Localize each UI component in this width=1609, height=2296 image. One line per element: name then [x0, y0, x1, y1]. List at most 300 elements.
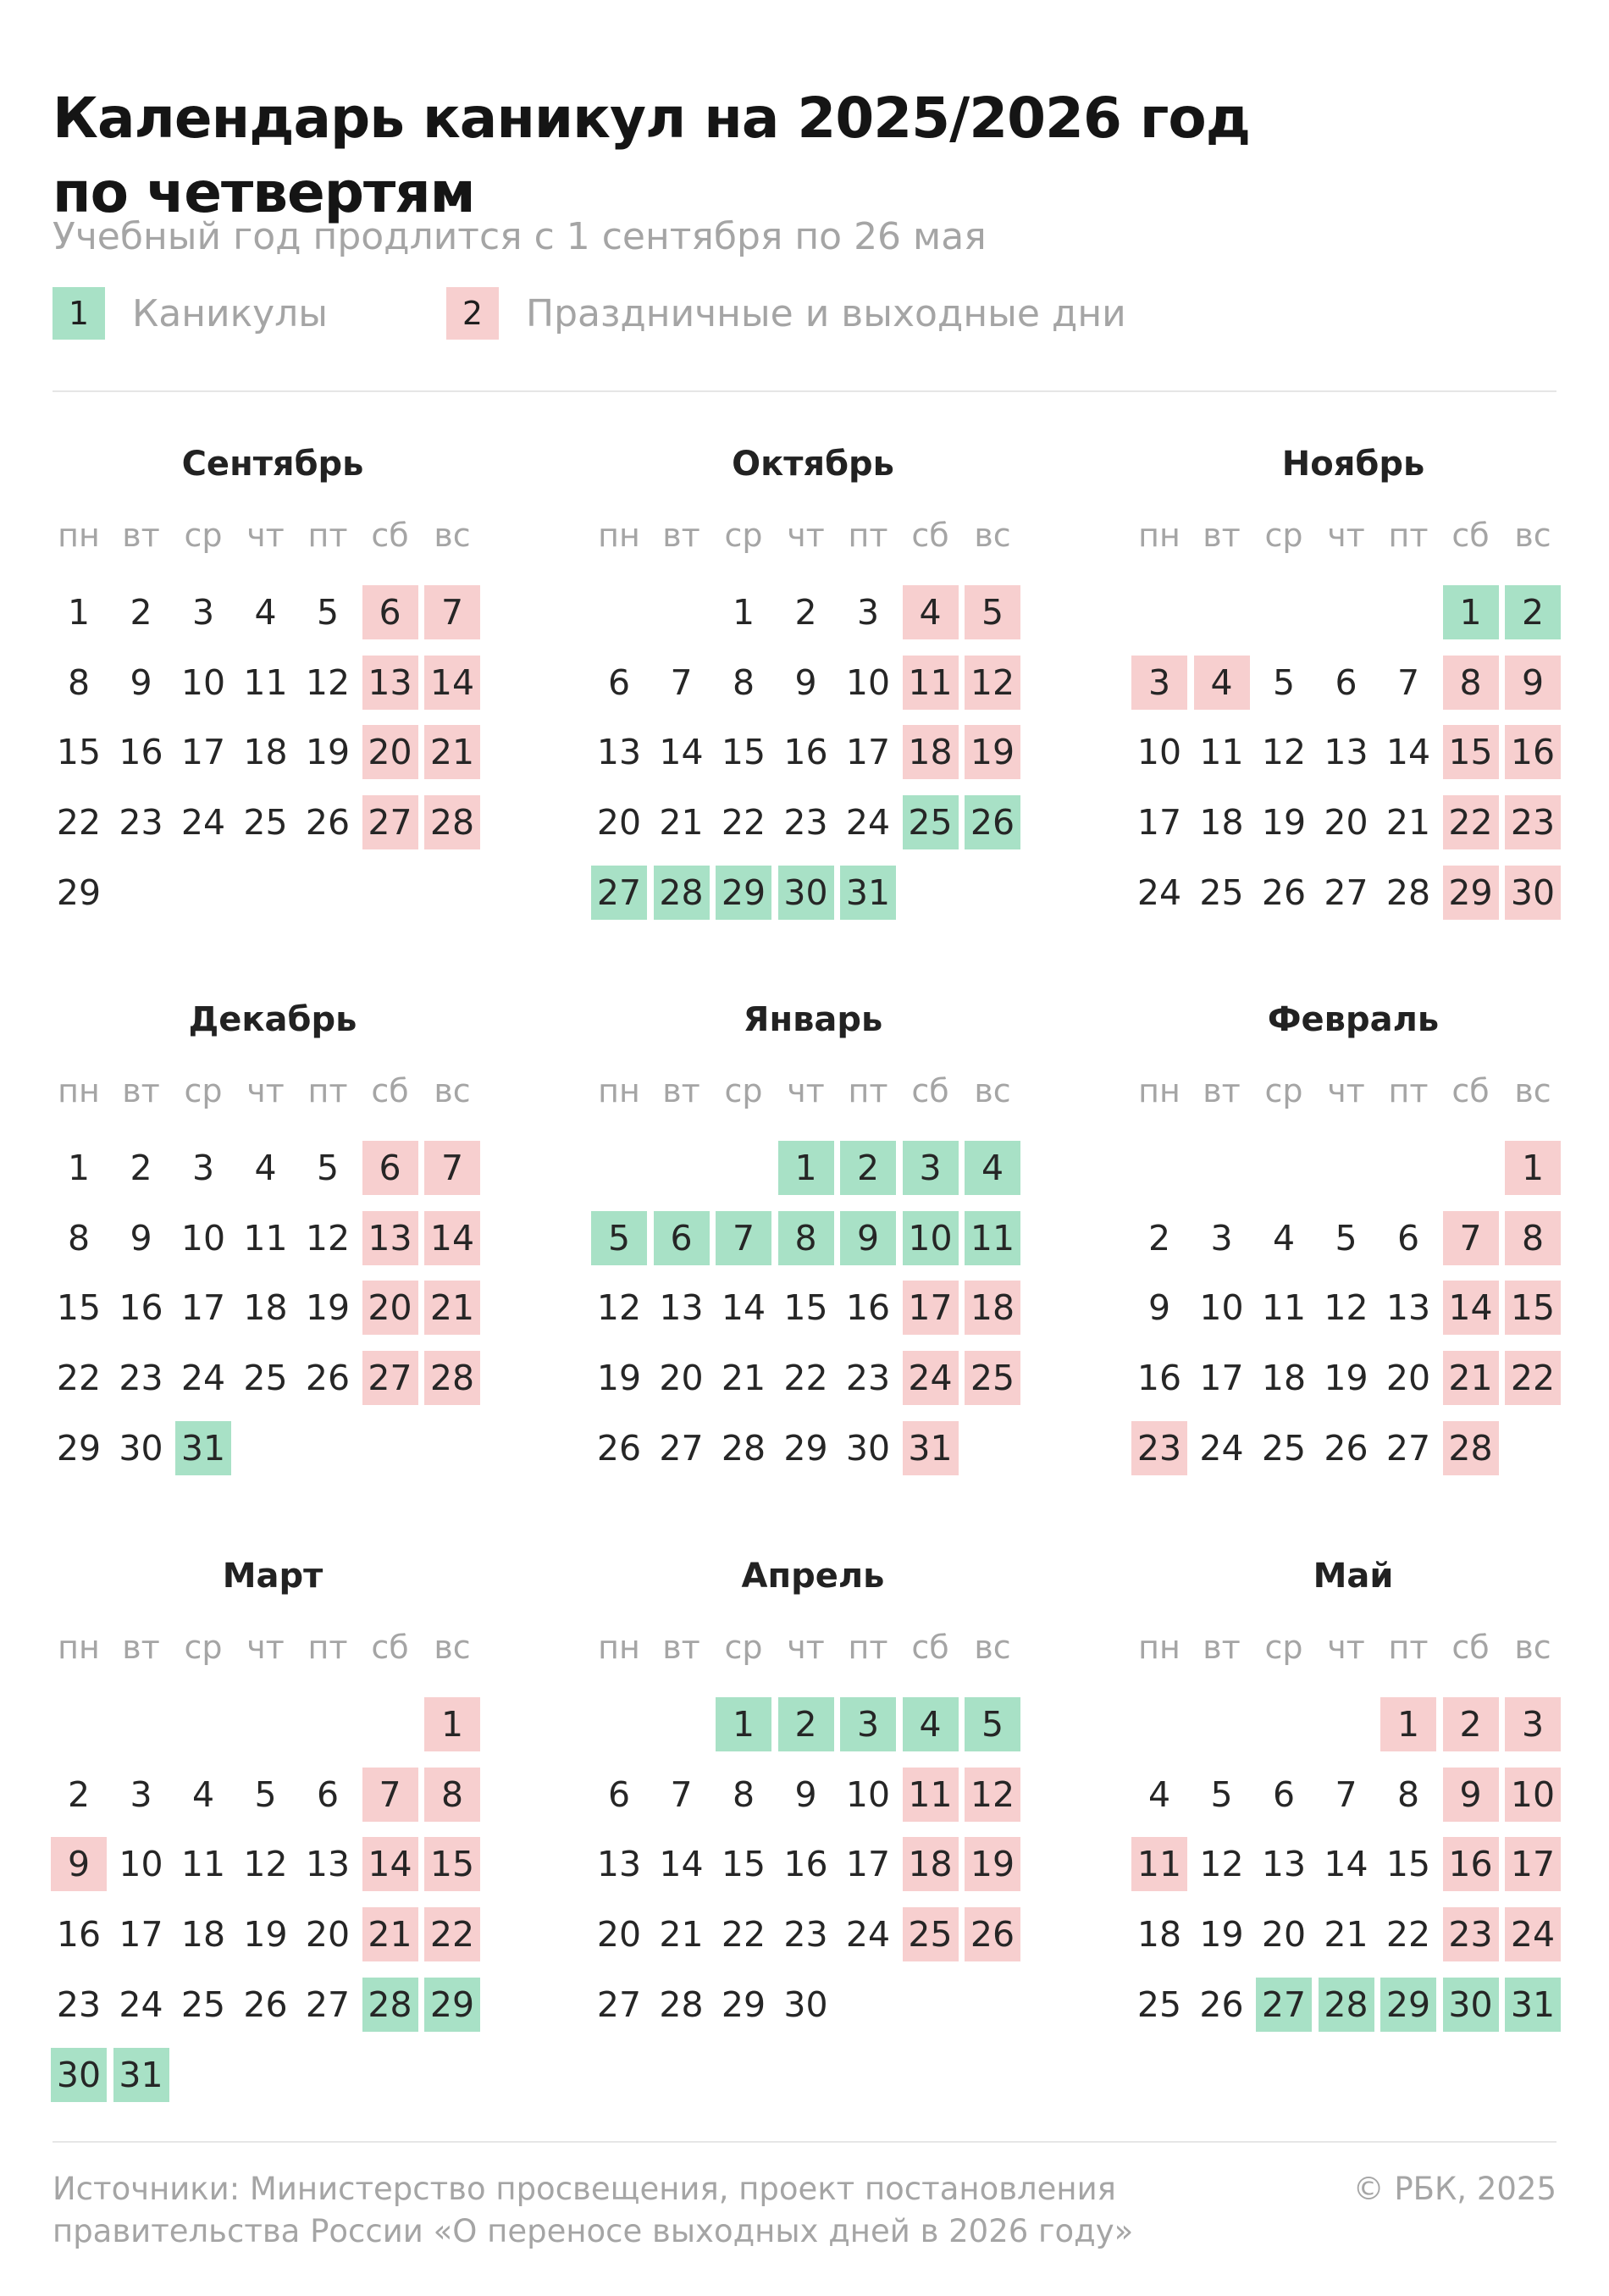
day: 20 — [1261, 1914, 1307, 1956]
day: 21 — [721, 1358, 766, 1399]
day: 1 — [67, 592, 91, 633]
day-holiday: 26 — [965, 1907, 1020, 1961]
day-vacation: 2 — [840, 1141, 896, 1195]
day: 27 — [596, 1983, 642, 2025]
day: 26 — [1324, 1427, 1368, 1469]
day: 26 — [1199, 1983, 1244, 2025]
weekday-label: сб — [911, 517, 949, 554]
month-name: Октябрь — [732, 445, 894, 484]
day-holiday: 22 — [1443, 795, 1499, 849]
day-holiday: 19 — [965, 725, 1020, 779]
weekday-label: пн — [1138, 1072, 1180, 1109]
weekday-label: пт — [1388, 1072, 1429, 1109]
day-vacation: 30 — [778, 866, 834, 920]
day-holiday: 1 — [1380, 1697, 1436, 1751]
day-vacation: 11 — [965, 1211, 1020, 1265]
day: 26 — [596, 1427, 642, 1469]
day: 13 — [596, 1844, 642, 1885]
day-holiday: 4 — [1194, 656, 1250, 710]
day: 2 — [130, 592, 152, 633]
day-holiday: 9 — [1443, 1768, 1499, 1822]
day: 7 — [670, 1773, 693, 1815]
legend-vacation — [53, 286, 328, 340]
day-vacation: 30 — [1443, 1978, 1499, 2032]
day: 2 — [67, 1773, 91, 1815]
day-holiday: 8 — [1505, 1211, 1561, 1265]
day-holiday: 15 — [424, 1837, 480, 1891]
day-holiday: 3 — [1505, 1697, 1561, 1751]
day: 6 — [607, 661, 631, 703]
day: 21 — [659, 1914, 704, 1956]
day: 11 — [243, 1217, 288, 1259]
day-vacation: 10 — [903, 1211, 959, 1265]
day-holiday: 28 — [424, 1351, 480, 1405]
month-name: Декабрь — [188, 1000, 357, 1039]
day: 4 — [1147, 1773, 1171, 1815]
day-holiday: 21 — [424, 1281, 480, 1335]
day-holiday: 28 — [1443, 1421, 1499, 1475]
day-holiday: 23 — [1443, 1907, 1499, 1961]
day: 18 — [1136, 1914, 1182, 1956]
day: 24 — [845, 802, 891, 844]
weekday-label: сб — [911, 1629, 949, 1666]
day: 14 — [1385, 732, 1431, 773]
day: 23 — [845, 1358, 891, 1399]
day-holiday: 15 — [1505, 1281, 1561, 1335]
weekday-label: вс — [434, 1072, 471, 1109]
day-holiday: 17 — [1505, 1837, 1561, 1891]
day-holiday: 11 — [1131, 1837, 1187, 1891]
day: 1 — [67, 1148, 91, 1188]
day: 28 — [659, 1983, 704, 2025]
weekday-label: чт — [1327, 1629, 1365, 1666]
day-vacation: 5 — [965, 1697, 1020, 1751]
day: 19 — [305, 732, 351, 773]
day-vacation: 27 — [591, 866, 647, 920]
day: 20 — [596, 1914, 642, 1956]
day: 27 — [1324, 871, 1368, 913]
day: 18 — [243, 732, 288, 773]
weekday-label: ср — [184, 1072, 223, 1109]
weekday-label: сб — [371, 517, 409, 554]
month-name: Май — [1313, 1557, 1394, 1596]
weekday-label: чт — [1327, 1072, 1365, 1109]
day-holiday: 6 — [362, 585, 418, 639]
day-holiday: 16 — [1443, 1837, 1499, 1891]
day: 24 — [180, 1358, 226, 1399]
weekday-label: вт — [122, 517, 160, 554]
day: 27 — [305, 1983, 351, 2025]
day: 2 — [794, 592, 817, 633]
day: 8 — [732, 1773, 755, 1815]
weekday-label: чт — [1327, 517, 1365, 554]
day: 13 — [596, 732, 642, 773]
day: 8 — [732, 661, 755, 703]
weekday-label: пт — [848, 1629, 888, 1666]
weekday-label: пт — [307, 517, 348, 554]
day: 21 — [1385, 802, 1431, 844]
day: 5 — [1335, 1217, 1357, 1259]
day: 16 — [783, 732, 828, 773]
day-holiday: 6 — [362, 1141, 418, 1195]
weekday-label: вс — [434, 517, 471, 554]
weekday-label: чт — [246, 517, 285, 554]
day: 30 — [845, 1427, 891, 1469]
day: 16 — [56, 1914, 102, 1956]
day: 23 — [783, 802, 828, 844]
day-vacation: 29 — [1380, 1978, 1436, 2032]
day-holiday: 14 — [424, 656, 480, 710]
day-vacation: 3 — [903, 1141, 959, 1195]
day-holiday: 11 — [903, 656, 959, 710]
month-name: Февраль — [1267, 1000, 1440, 1039]
day: 25 — [1199, 871, 1244, 913]
weekday-label: чт — [787, 517, 825, 554]
day: 18 — [1261, 1358, 1307, 1399]
day-vacation: 4 — [903, 1697, 959, 1751]
day: 15 — [721, 732, 766, 773]
day: 28 — [1385, 871, 1431, 913]
day: 5 — [254, 1773, 277, 1815]
weekday-label: вт — [662, 517, 700, 554]
day-holiday: 7 — [424, 585, 480, 639]
day: 21 — [659, 802, 704, 844]
day: 25 — [1261, 1427, 1307, 1469]
weekday-label: пт — [848, 1072, 888, 1109]
day-holiday: 18 — [903, 725, 959, 779]
day: 8 — [67, 661, 91, 703]
weekday-label: чт — [246, 1072, 285, 1109]
day: 16 — [783, 1844, 828, 1885]
weekday-label: вс — [974, 1072, 1011, 1109]
weekday-label: ср — [1264, 1072, 1303, 1109]
day: 1 — [732, 592, 755, 633]
day-holiday: 24 — [1505, 1907, 1561, 1961]
divider-top — [53, 390, 1556, 392]
day: 20 — [305, 1914, 351, 1956]
day: 18 — [1199, 802, 1244, 844]
weekday-label: вс — [974, 1629, 1011, 1666]
day-vacation: 31 — [113, 2048, 169, 2102]
weekday-label: вт — [1203, 1072, 1241, 1109]
day-holiday: 10 — [1505, 1768, 1561, 1822]
day-holiday: 12 — [965, 656, 1020, 710]
day: 24 — [180, 802, 226, 844]
day: 18 — [180, 1914, 226, 1956]
day: 10 — [845, 661, 891, 703]
day-holiday: 9 — [51, 1837, 107, 1891]
day-vacation: 1 — [1443, 585, 1499, 639]
day-holiday: 27 — [362, 795, 418, 849]
day: 14 — [659, 1844, 704, 1885]
day-holiday: 1 — [424, 1697, 480, 1751]
day-holiday: 14 — [424, 1211, 480, 1265]
day-holiday: 14 — [362, 1837, 418, 1891]
day: 12 — [1261, 732, 1307, 773]
day: 14 — [1324, 1844, 1368, 1885]
day-holiday: 15 — [1443, 725, 1499, 779]
weekday-label: вт — [662, 1629, 700, 1666]
weekday-label: пт — [307, 1072, 348, 1109]
day-holiday: 7 — [362, 1768, 418, 1822]
day: 17 — [180, 1287, 226, 1329]
day: 7 — [1335, 1773, 1357, 1815]
day: 26 — [305, 1358, 351, 1399]
day: 10 — [845, 1773, 891, 1815]
day: 6 — [1272, 1773, 1296, 1815]
day-vacation: 26 — [965, 795, 1020, 849]
day: 11 — [1261, 1287, 1307, 1329]
day: 4 — [1272, 1217, 1296, 1259]
weekday-label: пн — [58, 1629, 100, 1666]
weekday-label: сб — [1451, 517, 1490, 554]
weekday-label: чт — [787, 1629, 825, 1666]
day: 23 — [119, 802, 163, 844]
day: 22 — [783, 1358, 828, 1399]
day-holiday: 21 — [362, 1907, 418, 1961]
day: 20 — [1324, 802, 1368, 844]
day-vacation: 28 — [1319, 1978, 1374, 2032]
day: 12 — [1199, 1844, 1244, 1885]
day-vacation: 6 — [654, 1211, 710, 1265]
day: 26 — [305, 802, 351, 844]
day: 22 — [721, 802, 766, 844]
day-holiday: 22 — [1505, 1351, 1561, 1405]
day-vacation: 4 — [965, 1141, 1020, 1195]
day-holiday: 18 — [903, 1837, 959, 1891]
day: 12 — [596, 1287, 642, 1329]
day-holiday: 13 — [362, 656, 418, 710]
weekday-label: сб — [1451, 1629, 1490, 1666]
day-vacation: 31 — [840, 866, 896, 920]
day-vacation: 1 — [716, 1697, 771, 1751]
day-holiday: 28 — [424, 795, 480, 849]
day: 20 — [659, 1358, 704, 1399]
day: 26 — [1261, 871, 1307, 913]
day-holiday: 21 — [1443, 1351, 1499, 1405]
day-holiday: 18 — [965, 1281, 1020, 1335]
day-holiday: 20 — [362, 1281, 418, 1335]
day: 9 — [1147, 1287, 1171, 1329]
day-holiday: 5 — [965, 585, 1020, 639]
subtitle: Учебный год продлится с 1 сентября по 26 мая — [53, 215, 987, 258]
month-name: Ноябрь — [1281, 445, 1425, 484]
day: 19 — [1261, 802, 1307, 844]
weekday-label: пн — [1138, 1629, 1180, 1666]
weekday-label: вс — [1514, 517, 1551, 554]
day: 9 — [130, 1217, 152, 1259]
day: 22 — [1385, 1914, 1431, 1956]
weekday-label: сб — [371, 1629, 409, 1666]
weekday-label: вт — [1203, 1629, 1241, 1666]
day: 13 — [659, 1287, 704, 1329]
day-holiday: 25 — [903, 1907, 959, 1961]
weekday-label: вс — [1514, 1072, 1551, 1109]
day: 3 — [191, 1148, 215, 1188]
day: 3 — [1210, 1217, 1233, 1259]
day: 23 — [119, 1358, 163, 1399]
day: 22 — [56, 802, 102, 844]
weekday-label: вт — [122, 1629, 160, 1666]
weekday-label: пн — [598, 1629, 640, 1666]
day-holiday: 27 — [362, 1351, 418, 1405]
day-vacation: 5 — [591, 1211, 647, 1265]
weekday-label: пт — [1388, 517, 1429, 554]
day: 6 — [316, 1773, 340, 1815]
day: 15 — [721, 1844, 766, 1885]
day: 13 — [1385, 1287, 1431, 1329]
day-holiday: 23 — [1505, 795, 1561, 849]
weekday-label: вс — [974, 517, 1011, 554]
weekday-label: пт — [307, 1629, 348, 1666]
day-vacation: 2 — [778, 1697, 834, 1751]
weekday-label: пн — [58, 1072, 100, 1109]
weekday-label: сб — [371, 1072, 409, 1109]
day: 22 — [721, 1914, 766, 1956]
day: 19 — [596, 1358, 642, 1399]
day: 22 — [56, 1358, 102, 1399]
day: 12 — [243, 1844, 288, 1885]
day: 25 — [1136, 1983, 1182, 2025]
day-holiday: 13 — [362, 1211, 418, 1265]
day: 27 — [1385, 1427, 1431, 1469]
day: 19 — [1324, 1358, 1368, 1399]
day-holiday: 25 — [965, 1351, 1020, 1405]
day: 3 — [856, 592, 880, 633]
day-holiday: 23 — [1131, 1421, 1187, 1475]
day: 12 — [305, 1217, 351, 1259]
day: 24 — [845, 1914, 891, 1956]
day-vacation: 1 — [778, 1141, 834, 1195]
weekday-label: вс — [1514, 1629, 1551, 1666]
day-vacation: 29 — [424, 1978, 480, 2032]
day: 16 — [845, 1287, 891, 1329]
day: 30 — [119, 1427, 163, 1469]
day-vacation: 3 — [840, 1697, 896, 1751]
weekday-label: пт — [1388, 1629, 1429, 1666]
day-holiday: 21 — [424, 725, 480, 779]
page-title — [53, 81, 1492, 230]
day: 17 — [1136, 802, 1182, 844]
day: 15 — [783, 1287, 828, 1329]
weekday-label: пн — [1138, 517, 1180, 554]
day-holiday: 29 — [1443, 866, 1499, 920]
day-holiday: 7 — [1443, 1211, 1499, 1265]
day: 6 — [1396, 1217, 1420, 1259]
day: 17 — [119, 1914, 163, 1956]
title-line-1: Календарь каникул на 2025/2026 год — [53, 86, 1251, 152]
day-holiday: 20 — [362, 725, 418, 779]
day: 23 — [783, 1914, 828, 1956]
weekday-label: ср — [184, 1629, 223, 1666]
day-vacation: 25 — [903, 795, 959, 849]
day-vacation: 2 — [1505, 585, 1561, 639]
day: 21 — [1324, 1914, 1368, 1956]
weekday-label: ср — [1264, 517, 1303, 554]
day: 2 — [1147, 1217, 1171, 1259]
day-holiday: 8 — [424, 1768, 480, 1822]
day: 29 — [783, 1427, 828, 1469]
day: 19 — [1199, 1914, 1244, 1956]
day-vacation: 29 — [716, 866, 771, 920]
day-holiday: 16 — [1505, 725, 1561, 779]
day: 19 — [305, 1287, 351, 1329]
day: 12 — [305, 661, 351, 703]
day-holiday: 31 — [903, 1421, 959, 1475]
day: 18 — [243, 1287, 288, 1329]
day: 5 — [316, 1148, 340, 1188]
weekday-label: пн — [598, 517, 640, 554]
weekday-label: вт — [1203, 517, 1241, 554]
footer-source-line-1: Источники: Министерство просвещения, проект постановления — [53, 2171, 1116, 2207]
day-vacation: 30 — [51, 2048, 107, 2102]
day-vacation: 9 — [840, 1211, 896, 1265]
weekday-label: сб — [1451, 1072, 1490, 1109]
day: 20 — [596, 802, 642, 844]
day: 7 — [670, 661, 693, 703]
day-holiday: 9 — [1505, 656, 1561, 710]
day: 11 — [180, 1844, 226, 1885]
weekday-label: сб — [911, 1072, 949, 1109]
weekday-label: вс — [434, 1629, 471, 1666]
day: 19 — [243, 1914, 288, 1956]
day-holiday: 19 — [965, 1837, 1020, 1891]
day-holiday: 22 — [424, 1907, 480, 1961]
day-vacation: 31 — [175, 1421, 231, 1475]
day: 10 — [1199, 1287, 1244, 1329]
day-vacation: 31 — [1505, 1978, 1561, 2032]
weekday-label: ср — [1264, 1629, 1303, 1666]
weekday-label: пн — [58, 517, 100, 554]
day-vacation: 27 — [1256, 1978, 1312, 2032]
month-name: Сентябрь — [181, 445, 364, 484]
day: 6 — [1335, 661, 1357, 703]
day-vacation: 8 — [778, 1211, 834, 1265]
weekday-label: вт — [122, 1072, 160, 1109]
day: 24 — [1199, 1427, 1244, 1469]
day: 17 — [845, 732, 891, 773]
day: 16 — [1136, 1358, 1182, 1399]
day: 15 — [1385, 1844, 1431, 1885]
day-holiday: 1 — [1505, 1141, 1561, 1195]
day: 15 — [56, 1287, 102, 1329]
weekday-label: чт — [787, 1072, 825, 1109]
day: 5 — [316, 592, 340, 633]
day: 11 — [1199, 732, 1244, 773]
day: 8 — [67, 1217, 91, 1259]
title-line-2: по четвертям — [53, 160, 475, 226]
legend-holiday-swatch: 2 — [446, 287, 499, 340]
day-holiday: 2 — [1443, 1697, 1499, 1751]
day: 24 — [119, 1983, 163, 2025]
day: 25 — [243, 802, 288, 844]
day: 10 — [1136, 732, 1182, 773]
legend-holiday-label: Праздничные и выходные дни — [526, 291, 1126, 335]
day: 16 — [119, 732, 163, 773]
day: 29 — [56, 871, 102, 913]
day: 10 — [180, 1217, 226, 1259]
day: 2 — [130, 1148, 152, 1188]
day: 10 — [180, 661, 226, 703]
month-name: Март — [222, 1557, 323, 1596]
day-holiday: 7 — [424, 1141, 480, 1195]
month-name: Январь — [743, 1000, 883, 1039]
day: 24 — [1136, 871, 1182, 913]
day: 9 — [794, 1773, 817, 1815]
day: 5 — [1210, 1773, 1233, 1815]
day: 11 — [243, 661, 288, 703]
weekday-label: ср — [724, 1629, 763, 1666]
